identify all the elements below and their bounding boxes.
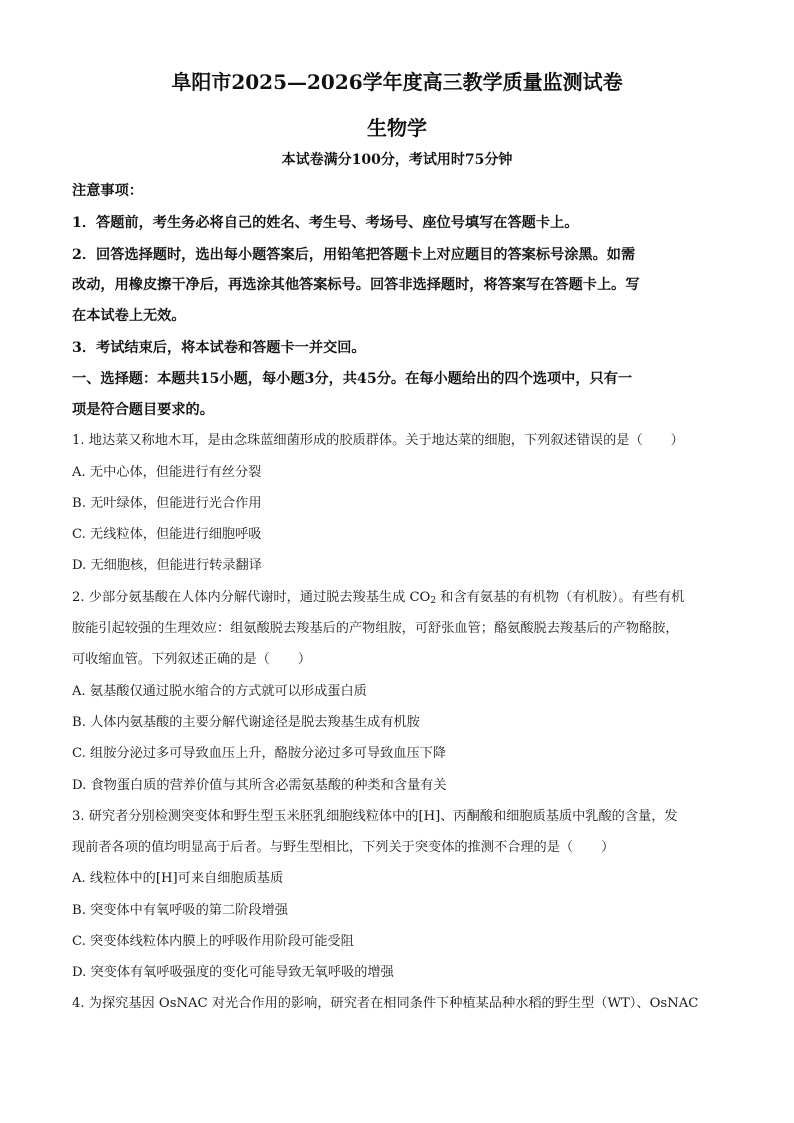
question-2-bracket-close: ）: [297, 652, 311, 667]
exam-info: 本试卷满分100分，考试用时75分钟: [281, 152, 513, 168]
question-2-option-c: C. 组胺分泌过多可导致血压上升，酪胺分泌过多可导致血压下降: [72, 746, 447, 761]
question-3-stem-line-1: 3. 研究者分别检测突变体和野生型玉米胚乳细胞线粒体中的[H]、丙酮酸和细胞质基质中乳酸的含量，发: [72, 809, 678, 824]
notice-item-2-line-3: 在本试卷上无效。: [72, 308, 186, 324]
question-1-option-a: A. 无中心体，但能进行有丝分裂: [72, 465, 262, 480]
question-1-option-d: D. 无细胞核，但能进行转录翻译: [72, 558, 262, 573]
question-2-stem-line-3: [72, 650, 311, 670]
question-3-stem-line-2: [72, 838, 614, 858]
question-2-stem-line-3-text: 可收缩血管。下列叙述正确的是（: [72, 652, 270, 667]
question-2-stem-line-1: [72, 588, 684, 611]
question-2-option-d: D. 食物蛋白质的营养价值与其所含必需氨基酸的种类和含量有关: [72, 778, 447, 793]
question-1-stem: [72, 431, 684, 451]
notice-item-2-line-1: 2．回答选择题时，选出每小题答案后，用铅笔把答题卡上对应题目的答案标号涂黑。如需: [72, 247, 636, 263]
notice-item-2-line-2: 改动，用橡皮擦干净后，再选涂其他答案标号。回答非选择题时，将答案写在答题卡上。写: [72, 277, 640, 293]
question-2-stem-line-1-text: 2. 少部分氨基酸在人体内分解代谢时，通过脱去羧基生成 CO: [72, 590, 431, 605]
question-1-bracket-close: ）: [670, 433, 684, 448]
question-1-text: 1. 地达菜又称地木耳，是由念珠蓝细菌形成的胶质群体。关于地达菜的细胞，下列叙述错误的是（: [72, 433, 643, 448]
notice-heading: 注意事项：: [72, 183, 143, 199]
question-2-option-a: A. 氨基酸仅通过脱水缩合的方式就可以形成蛋白质: [72, 684, 367, 699]
question-2-stem-line-2: 胺能引起较强的生理效应：组氨酸脱去羧基后的产物组胺，可舒张血管；酪氨酸脱去羧基后的产物酪胺，: [72, 621, 679, 636]
question-4-stem-line-1: 4. 为探究基因 OsNAC 对光合作用的影响，研究者在相同条件下种植某品种水稻的野生型（WT）、OsNAC: [72, 996, 699, 1011]
notice-item-3: 3．考试结束后，将本试卷和答题卡一并交回。: [72, 340, 366, 356]
question-3-bracket-close: ）: [601, 840, 615, 855]
subject-title: 生物学: [367, 116, 427, 140]
question-1-option-c: C. 无线粒体，但能进行细胞呼吸: [72, 527, 262, 542]
question-3-stem-line-2-text: 现前者各项的值均明显高于后者。与野生型相比，下列关于突变体的推测不合理的是（: [72, 840, 574, 855]
section-heading-line-2: 项是符合题目要求的。: [72, 402, 214, 418]
section-heading-line-1: 一、选择题：本题共15小题，每小题3分，共45分。在每小题给出的四个选项中，只有一: [72, 371, 633, 387]
co2-subscript: 2: [430, 596, 437, 606]
question-1-option-b: B. 无叶绿体，但能进行光合作用: [72, 496, 262, 511]
question-2-stem-line-1-rest: 和含有氨基的有机物（有机胺）。有些有机: [436, 590, 685, 605]
notice-item-1: 1．答题前，考生务必将自己的姓名、考生号、考场号、座位号填写在答题卡上。: [72, 215, 579, 231]
question-3-option-a: A. 线粒体中的[H]可来自细胞质基质: [72, 871, 284, 886]
question-3-option-d: D. 突变体有氧呼吸强度的变化可能导致无氧呼吸的增强: [72, 965, 394, 980]
exam-title: 阜阳市2025—2026学年度高三教学质量监测试卷: [171, 70, 623, 94]
question-3-option-b: B. 突变体中有氧呼吸的第二阶段增强: [72, 903, 288, 918]
question-2-option-b: B. 人体内氨基酸的主要分解代谢途径是脱去羧基生成有机胺: [72, 715, 420, 730]
question-3-option-c: C. 突变体线粒体内膜上的呼吸作用阶段可能受阻: [72, 934, 354, 949]
